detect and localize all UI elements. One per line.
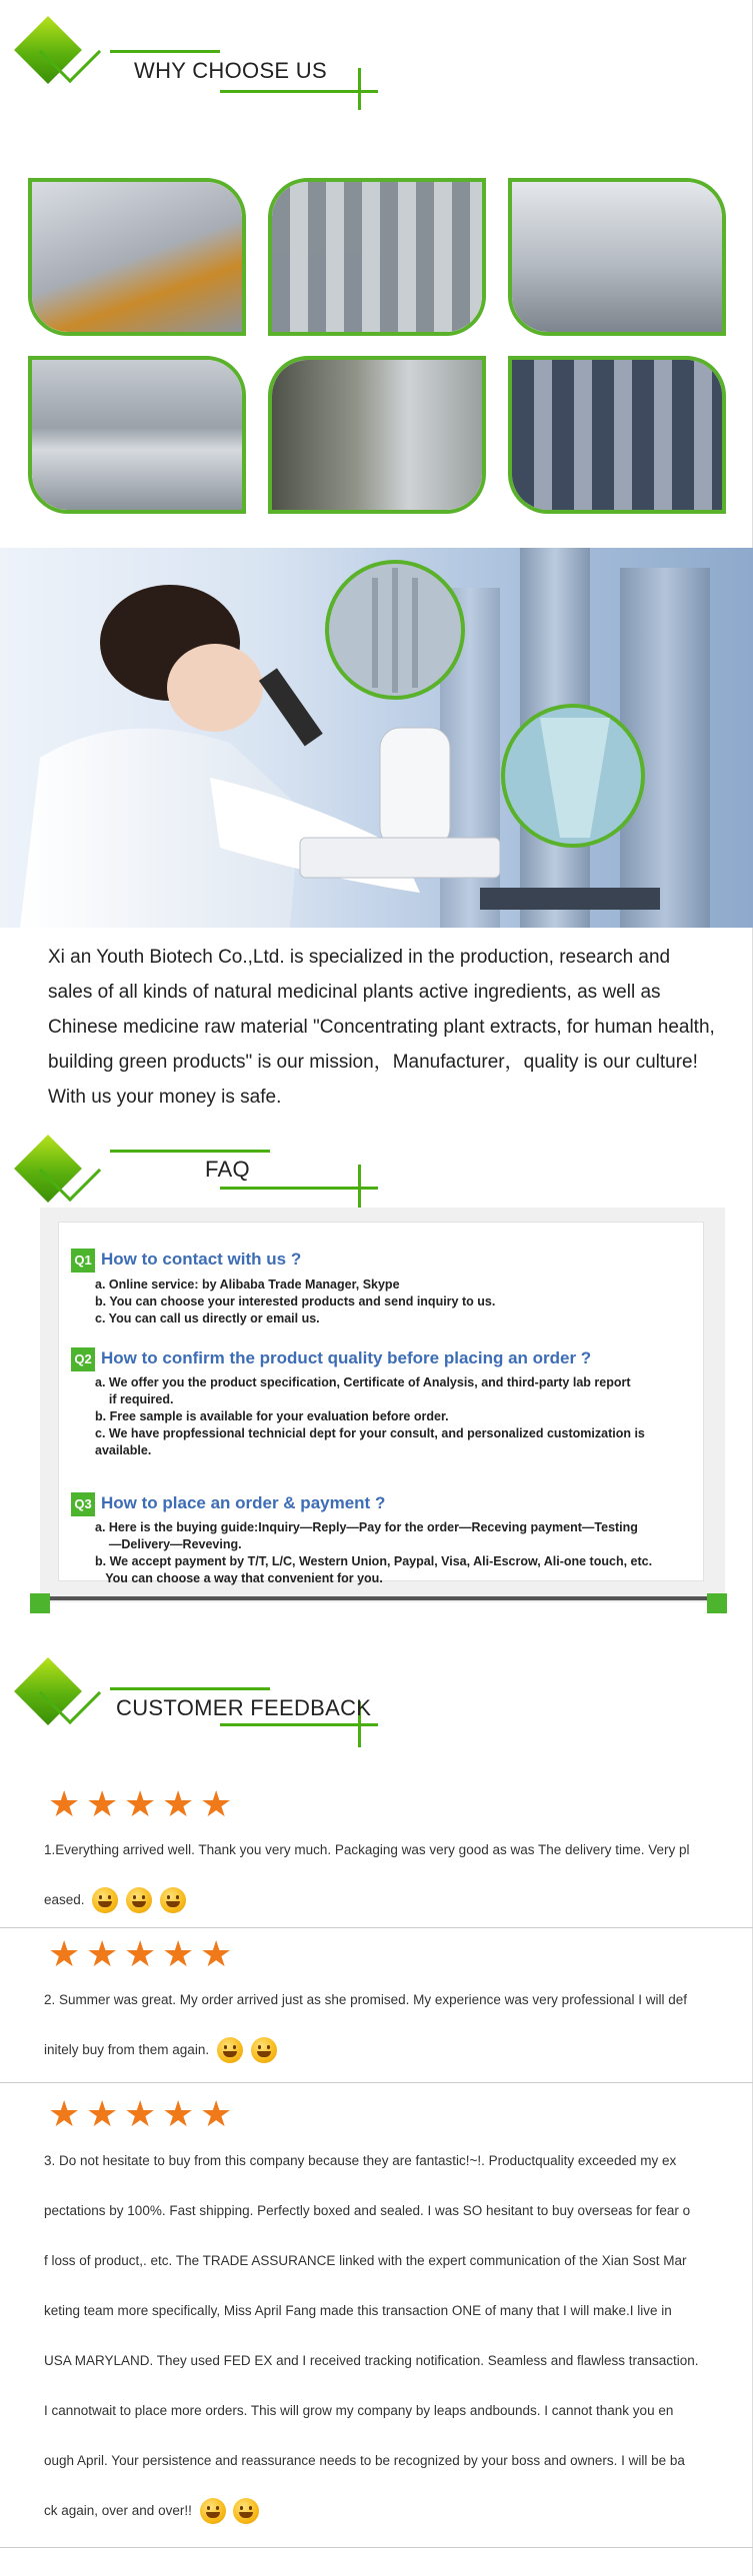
faq-answer-line: if required. <box>95 1392 174 1406</box>
header-rule <box>110 50 220 53</box>
star-icon: ★ <box>48 1783 81 1824</box>
star-icon: ★ <box>86 2093 119 2134</box>
header-rule <box>220 1187 378 1190</box>
faq-card <box>40 1208 725 1602</box>
header-cross <box>358 1165 361 1209</box>
star-rating <box>48 1783 234 1824</box>
faq-panel <box>58 1222 704 1585</box>
star-icon: ★ <box>200 2093 233 2134</box>
factory-floor-photo <box>28 178 246 336</box>
lab-scientist-illustration <box>0 548 753 928</box>
faq-badge: Q1 <box>71 1249 95 1273</box>
faq-answer-line: b. Free sample is available for your evaluation before order. <box>95 1409 449 1423</box>
review-line: eased. <box>44 1875 714 1925</box>
extraction-columns-photo <box>508 356 726 514</box>
faq-corner-mark <box>30 1593 50 1613</box>
star-icon: ★ <box>86 1933 119 1974</box>
grin-emoji-icon <box>251 2037 277 2063</box>
faq-answer-line: b. You can choose your interested products and send inquiry to us. <box>95 1294 496 1308</box>
star-icon: ★ <box>200 1933 233 1974</box>
star-rating <box>48 1933 234 1974</box>
faq-answer-line: a. Online service: by Alibaba Trade Manager, Skype <box>95 1278 400 1291</box>
review-divider <box>0 2082 753 2083</box>
star-icon: ★ <box>48 1933 81 1974</box>
cleanroom-workers-photo <box>268 356 486 514</box>
company-intro: Xi an Youth Biotech Co.,Ltd. is specialized in the production, research and sales of all kinds of natural medicinal plants active ingredients, as well as Chinese medicine raw material "Concentrating plant extracts, for human health, building green products" is our mission，Manufacturer，quality is our culture! With us your money is safe. <box>48 947 715 1108</box>
review-line: ck again, over and over!! <box>44 2486 714 2536</box>
grin-emoji-icon <box>233 2498 259 2524</box>
star-icon: ★ <box>48 2093 81 2134</box>
review-line: f loss of product,. etc. The TRADE ASSURANCE linked with the expert communication of the Xian Sost Mar <box>44 2253 687 2268</box>
review-text <box>44 1825 714 1925</box>
star-icon: ★ <box>200 1783 233 1824</box>
star-icon: ★ <box>162 1783 195 1824</box>
faq-answer-line: —Delivery—Reveving. <box>95 1537 242 1551</box>
why-choose-us-header <box>0 0 753 110</box>
section-title: CUSTOMER FEEDBACK <box>116 1695 372 1720</box>
faq-question: How to contact with us ? <box>101 1250 302 1269</box>
review-line: 3. Do not hesitate to buy from this company because they are fantastic!~!. Productquality exceeded my ex <box>44 2153 677 2168</box>
faq-answer-line: c. We have propfessional technicial dept for your consult, and personalized customization is <box>95 1426 645 1440</box>
review-divider <box>0 1927 753 1928</box>
header-rule <box>110 1150 270 1153</box>
faq-question: How to place an order & payment ? <box>101 1493 386 1512</box>
header-rule <box>220 90 378 93</box>
grin-emoji-icon <box>92 1887 118 1913</box>
faq-answer-line: available. <box>95 1443 152 1457</box>
faq-badge: Q2 <box>71 1347 95 1371</box>
section-title: WHY CHOOSE US <box>134 58 327 83</box>
star-icon: ★ <box>124 1933 157 1974</box>
review-line: I cannotwait to place more orders. This will grow my company by leaps andbounds. I cannot thank you en <box>44 2403 674 2418</box>
grin-emoji-icon <box>160 1887 186 1913</box>
review-line: keting team more specifically, Miss April Fang made this transaction ONE of many that I will make.I live in <box>44 2303 672 2318</box>
grin-emoji-icon <box>126 1887 152 1913</box>
faq-answer-line: b. We accept payment by T/T, L/C, Western Union, Paypal, Visa, Ali-Escrow, Ali-one touch, etc. <box>95 1554 653 1568</box>
faq-bottom-rule <box>30 1596 727 1600</box>
faq-answer-line: c. You can call us directly or email us. <box>95 1311 320 1325</box>
faq-answer-line: You can choose a way that convenient for you. <box>95 1571 383 1585</box>
review-line: 1.Everything arrived well. Thank you very much. Packaging was very good as was The delivery time. Very pl <box>44 1842 690 1857</box>
star-icon: ★ <box>124 1783 157 1824</box>
review-line: initely buy from them again. <box>44 2025 714 2075</box>
review-text <box>44 1975 714 2075</box>
pipeline-hall-photo <box>28 356 246 514</box>
section-title: FAQ <box>205 1157 250 1182</box>
faq-answer-line: a. Here is the buying guide:Inquiry—Reply—Pay for the order—Receving payment—Testing <box>95 1520 638 1534</box>
star-icon: ★ <box>124 2093 157 2134</box>
faq-question: How to confirm the product quality before placing an order ? <box>101 1348 592 1367</box>
reactor-vessels-photo <box>508 178 726 336</box>
feedback-header <box>0 1649 753 1759</box>
grin-emoji-icon <box>200 2498 226 2524</box>
faq-badge: Q3 <box>71 1492 95 1516</box>
review-line: pectations by 100%. Fast shipping. Perfectly boxed and sealed. I was SO hesitant to buy overseas for fear o <box>44 2203 691 2218</box>
star-icon: ★ <box>162 1933 195 1974</box>
review-line: 2. Summer was great. My order arrived just as she promised. My experience was very professional I will def <box>44 1992 687 2007</box>
review-divider <box>0 2547 753 2548</box>
star-rating <box>48 2093 234 2134</box>
faq-corner-mark <box>707 1593 727 1613</box>
review-line: ough April. Your persistence and reassurance needs to be recognized by your boss and owners. I will be ba <box>44 2453 685 2468</box>
faq-answer-line: a. We offer you the product specification, Certificate of Analysis, and third-party lab report <box>95 1375 631 1389</box>
star-icon: ★ <box>162 2093 195 2134</box>
header-cross <box>358 68 361 110</box>
header-rule <box>220 1723 378 1726</box>
review-line: USA MARYLAND. They used FED EX and I received tracking notification. Seamless and flawless transaction. <box>44 2353 699 2368</box>
header-rule <box>110 1687 270 1690</box>
lab-hero-banner <box>0 548 753 928</box>
review-text <box>44 2136 714 2536</box>
grin-emoji-icon <box>217 2037 243 2063</box>
star-icon: ★ <box>86 1783 119 1824</box>
steel-tanks-photo <box>268 178 486 336</box>
